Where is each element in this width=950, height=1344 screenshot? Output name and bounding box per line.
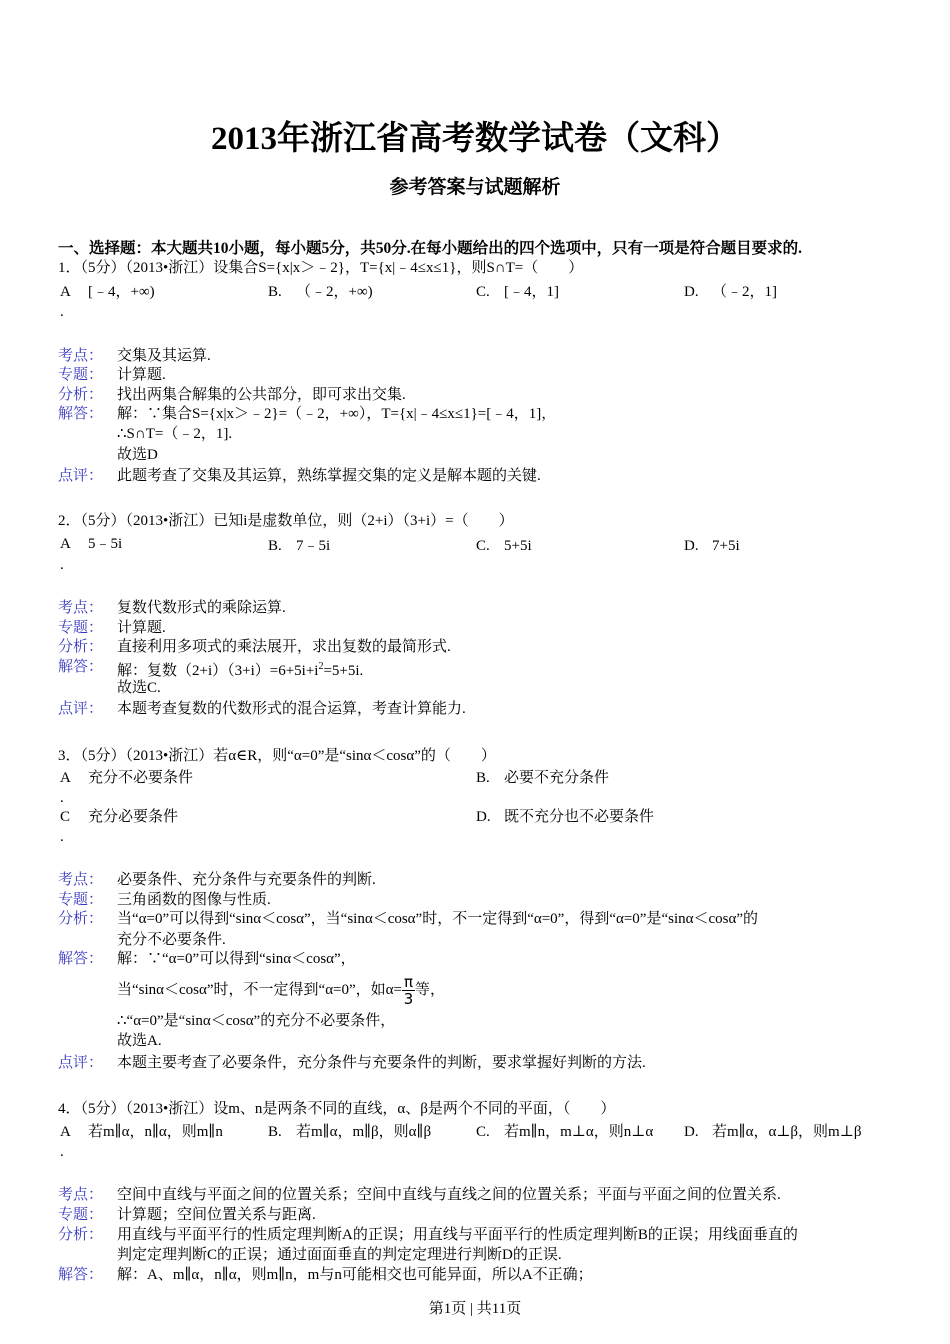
label-dianping: 点评： [58,701,104,717]
fraction-pi-over-3: $\frac{\pi}{3}$ [403,973,414,1009]
option-dot: . [60,790,64,806]
question-3 [58,746,898,1076]
option-a: A 5﹣5i [60,536,123,552]
label-jieda: 解答： [58,1267,104,1283]
dianping-text: 本题考查复数的代数形式的混合运算，考查计算能力. [117,701,466,717]
question-4 [58,1099,898,1289]
fenxi-line: 当“α=0”可以得到“sinα＜cosα”，当“sinα＜cosα”时，不一定得到“α=0”，得到“α=0”是“sinα＜cosα”的 [117,911,759,927]
label-fenxi: 分析： [58,387,104,403]
option-d: D. （﹣2，1] [684,284,777,300]
option-a: A 若m∥α，n∥α，则m∥n [60,1124,223,1140]
option-d: D. 若m∥α，α⊥β，则m⊥β [684,1124,862,1140]
zhuanti-text: 计算题；空间位置关系与距离. [117,1207,316,1223]
label-kaodian: 考点： [58,348,104,364]
option-b: B. （﹣2，+∞) [268,284,373,300]
option-dot: . [60,1144,64,1160]
option-a: A 充分不必要条件 [60,770,194,786]
option-b: B. 若m∥α，m∥β，则α∥β [268,1124,432,1140]
option-a: A [﹣4，+∞) [60,284,155,300]
label-kaodian: 考点： [58,872,104,888]
dianping-text: 本题主要考查了必要条件，充分条件与充要条件的判断，要求掌握好判断的方法. [117,1055,646,1071]
kaodian-text: 复数代数形式的乘除运算. [117,600,286,616]
option-d: D. 既不充分也不必要条件 [476,809,655,825]
label-fenxi: 分析： [58,911,104,927]
option-c: C. 若m∥n，m⊥α，则n⊥α [476,1124,654,1140]
section-heading: 一、选择题：本大题共10小题，每小题5分，共50分.在每小题给出的四个选项中，只有一项是符合题目要求的. [58,240,803,257]
option-c: C 充分必要条件 [60,809,179,825]
page-subtitle: 参考答案与试题解析 [389,177,561,198]
label-zhuanti: 专题： [58,892,104,908]
label-jieda: 解答： [58,659,104,675]
label-zhuanti: 专题： [58,1207,104,1223]
label-dianping: 点评： [58,468,104,484]
option-dot: . [60,829,64,845]
jieda-line: 故选C. [117,680,161,696]
jieda-line: 解：∵“α=0”可以得到“sinα＜cosα”， [117,951,356,967]
label-kaodian: 考点： [58,600,104,616]
label-zhuanti: 专题： [58,367,104,383]
label-kaodian: 考点： [58,1187,104,1203]
question-stem: 3．（5分）（2013•浙江）若α∈R，则“α=0”是“sinα＜cosα”的（ ） [58,748,496,764]
label-jieda: 解答： [58,951,104,967]
kaodian-text: 交集及其运算. [117,348,211,364]
question-stem: 4．（5分）（2013•浙江）设m、n是两条不同的直线，α、β是两个不同的平面，（ ） [58,1101,616,1117]
option-dot: . [60,304,64,320]
kaodian-text: 空间中直线与平面之间的位置关系；空间中直线与直线之间的位置关系；平面与平面之间的位置关系. [117,1187,781,1203]
zhuanti-text: 三角函数的图像与性质. [117,892,271,908]
label-jieda: 解答： [58,406,104,422]
fenxi-text: 找出两集合解集的公共部分，即可求出交集. [117,387,406,403]
option-c: C. [﹣4，1] [476,284,559,300]
jieda-line: 解：A、m∥α，n∥α，则m∥n，m与n可能相交也可能异面，所以A不正确； [117,1267,593,1283]
jieda-line: 解：∵集合S={x|x＞﹣2}=（﹣2，+∞），T={x|﹣4≤x≤1}=[﹣4，1]， [117,406,557,422]
question-1 [58,258,898,488]
option-dot: . [60,557,64,573]
zhuanti-text: 计算题. [117,367,166,383]
jieda-line: ∴S∩T=（﹣2，1]. [117,426,233,442]
question-stem: 2．（5分）（2013•浙江）已知i是虚数单位，则（2+i）（3+i）=（ ） [58,513,514,529]
kaodian-text: 必要条件、充分条件与充要条件的判断. [117,872,376,888]
jieda-line: 故选D [117,447,158,463]
jieda-line: 故选A. [117,1033,162,1049]
page-title: 2013年浙江省高考数学试卷（文科） [211,121,739,157]
label-zhuanti: 专题： [58,620,104,636]
jieda-line: 当“sinα＜cosα”时，不一定得到“α=0”，如α= $\frac{\pi}{3}$ 等， [117,973,446,1009]
jieda-line: ∴“α=0”是“sinα＜cosα”的充分不必要条件， [117,1013,396,1029]
fenxi-line: 判定定理判断C的正误；通过面面垂直的判定定理进行判断D的正误. [117,1247,562,1263]
label-fenxi: 分析： [58,639,104,655]
fenxi-text: 直接利用多项式的乘法展开，求出复数的最简形式. [117,639,451,655]
jieda-line: 解：复数$(2+i)(3+i)=6+5i+i^2=5+5i$. [117,661,364,679]
label-dianping: 点评： [58,1055,104,1071]
question-stem: 1．（5分）（2013•浙江）设集合S={x|x＞﹣2}，T={x|﹣4≤x≤1}，则S∩T=（ ） [58,260,584,276]
option-c: C. 5+5i [476,538,532,554]
page-footer: 第1页 | 共11页 [428,1301,522,1317]
fenxi-line: 充分不必要条件. [117,932,226,948]
zhuanti-text: 计算题. [117,620,166,636]
option-b: B. 必要不充分条件 [476,770,610,786]
option-b: B. 7﹣5i [268,538,331,554]
option-d: D. 7+5i [684,538,740,554]
fenxi-line: 用直线与平面平行的性质定理判断A的正误；用直线与平面平行的性质定理判断B的正误；用线面垂直的 [117,1227,798,1243]
question-2 [58,511,898,721]
label-fenxi: 分析： [58,1227,104,1243]
dianping-text: 此题考查了交集及其运算，熟练掌握交集的定义是解本题的关键. [117,468,541,484]
